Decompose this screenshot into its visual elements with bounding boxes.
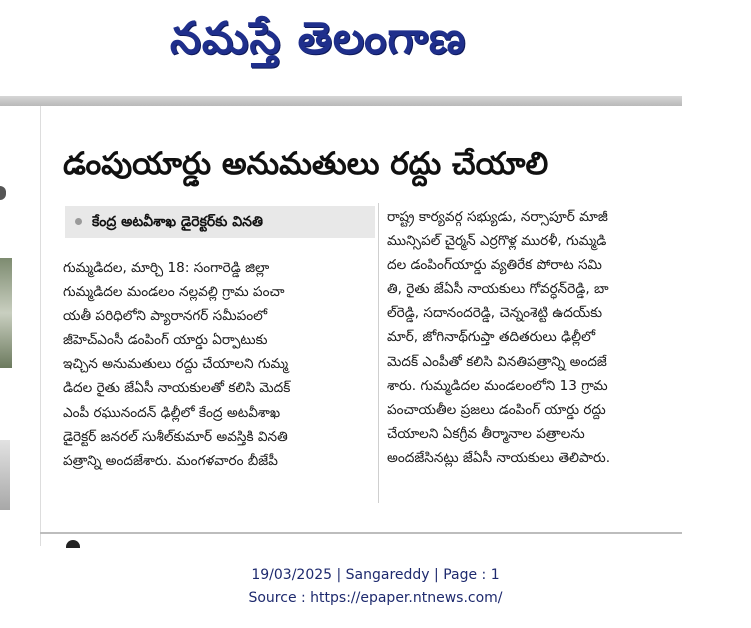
text-line: పత్రాన్ని అందజేశారు. మంగళవారం బీజేపీ xyxy=(63,452,278,469)
text-line: ఇచ్చిన అనుమతులు రద్దు చేయాలని గుమ్మ xyxy=(63,356,289,373)
adjacent-photo-fragment-lower xyxy=(0,440,10,510)
next-article-fragment xyxy=(66,540,80,548)
text-line: డైరెక్టర్ జనరల్ సుశీల్‌కుమార్ అవస్తికి వినతి xyxy=(63,428,288,445)
article-column-left xyxy=(63,256,373,473)
text-line: యతీ పరిధిలోని ప్యారానగర్ సమీపంలో xyxy=(63,308,268,325)
text-line: జీహెచ్‌ఎంసీ డంపింగ్ యార్డు ఏర్పాటుకు xyxy=(63,332,268,349)
text-line: గుమ్మడిదల, మార్చి 18: సంగారెడ్డి జిల్లా xyxy=(63,260,270,276)
page-bottom-rule xyxy=(40,532,682,534)
text-line: మార్, జోగినాథ్‌గుప్తా తదితరులు ఢిల్లీలో xyxy=(387,329,596,346)
article-subheading xyxy=(65,206,375,238)
edition-info: 19/03/2025 | Sangareddy | Page : 1 xyxy=(251,567,500,583)
text-line: రాష్ట్ర కార్యవర్గ సభ్యుడు, నర్సాపూర్ మాజీ xyxy=(387,209,608,225)
text-line: చేయాలని ఏకగ్రీవ తీర్మానాల పత్రాలను xyxy=(387,425,585,442)
text-line: పంచాయతీల ప్రజలు డంపింగ్ యార్డు రద్దు xyxy=(387,401,606,418)
masthead-divider xyxy=(0,96,682,106)
text-line: డిదల రైతు జేఏసీ నాయకులతో కలిసి మెదక్ xyxy=(63,380,291,397)
column-divider xyxy=(378,203,379,503)
masthead-title: నమస్తే తెలంగాణ xyxy=(170,13,467,64)
text-line: మున్సిపల్ చైర్మన్ ఎర్రగొళ్ల మురళీ, గుమ్మడి xyxy=(387,233,607,250)
subheading-text: కేంద్ర అటవీశాఖ డైరెక్టర్‌కు వినతి xyxy=(92,214,263,230)
bullet-icon xyxy=(75,218,82,225)
source-link[interactable]: Source : https://epaper.ntnews.com/ xyxy=(248,590,503,606)
text-line: గుమ్మడిదల మండలం నల్లవల్లి గ్రామ పంచా xyxy=(63,284,285,301)
text-line: తి, రైతు జేఏసీ నాయకులు గోవర్ధన్‌రెడ్డి, బా xyxy=(387,281,609,298)
article-headline: డంపుయార్డు అనుమతులు రద్దు చేయాలి xyxy=(63,146,549,182)
text-line: దల డంపింగ్‌యార్డు వ్యతిరేక పోరాట సమి xyxy=(387,257,602,274)
text-line: మెదక్ ఎంపీతో కలిసి వినతిపత్రాన్ని అందజే xyxy=(387,353,607,370)
text-line: అందజేసినట్లు జేఏసీ నాయకులు తెలిపారు. xyxy=(387,449,611,466)
article-column-right xyxy=(387,205,681,470)
news-article xyxy=(40,106,683,546)
text-line: ఎంపీ రఘునందన్ ఢిల్లీలో కేంద్ర అటవీశాఖ xyxy=(63,404,281,421)
adjacent-photo-fragment xyxy=(0,258,12,368)
text-line: శారు. గుమ్మడిదల మండలంలోని 13 గ్రామ xyxy=(387,377,608,394)
text-line: ల్‌రెడ్డి, సదానందరెడ్డి, చెన్నంశెట్టి ఉదయ్‌కు xyxy=(387,305,603,322)
